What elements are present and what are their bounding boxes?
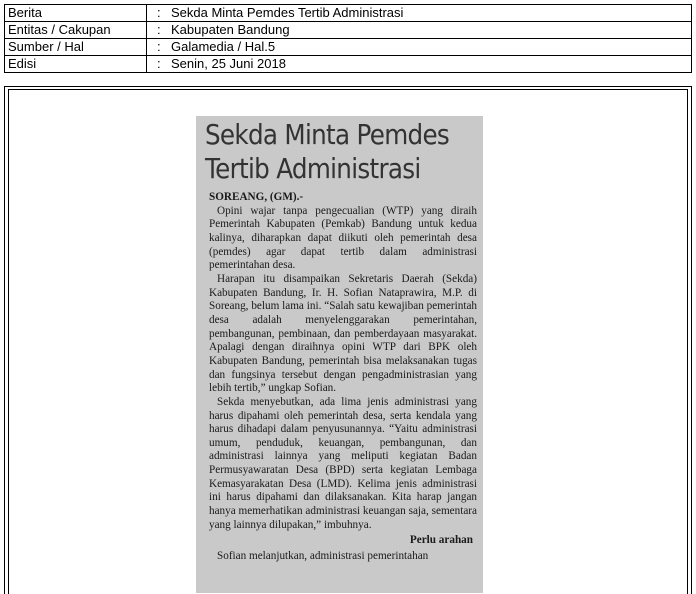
meta-row-sumber bbox=[5, 39, 692, 56]
meta-separator: : bbox=[157, 56, 161, 71]
meta-separator: : bbox=[157, 22, 161, 37]
headline-line-1: Sekda Minta Pemdes bbox=[205, 118, 450, 151]
metadata-table bbox=[4, 4, 692, 73]
clipping-body bbox=[209, 191, 477, 564]
meta-value bbox=[147, 22, 692, 39]
meta-label: Entitas / Cakupan bbox=[5, 22, 147, 39]
clipping-headline bbox=[205, 118, 450, 186]
meta-value bbox=[147, 39, 692, 56]
meta-value-text: Kabupaten Bandung bbox=[171, 22, 290, 37]
clipping-paragraph: Sekda menyebutkan, ada lima jenis administrasi yang harus dipahami oleh pemerintah desa, serta kendala yang harus dihadapi dalam penyusunannya. “Yaitu administrasi umum, penduduk, keuangan, pembangunan, dan administrasi lainnya yang meliputi kegiatan Badan Permusyawaratan Desa (BPD) serta kegiatan Lembaga Kemasyarakatan Desa (LMD). Kelima jenis administrasi ini harus dipahami dan dilaksanakan. Kita harap jangan hanya memerhatikan administrasi keuangan saja, sementara yang lainnya dilupakan,” imbuhnya. bbox=[209, 395, 477, 531]
meta-value-text: Galamedia / Hal.5 bbox=[171, 39, 276, 54]
clipping-dateline: SOREANG, (GM).- bbox=[209, 191, 304, 203]
newspaper-clipping bbox=[196, 116, 483, 593]
meta-separator: : bbox=[157, 5, 161, 20]
meta-value-text: Sekda Minta Pemdes Tertib Administrasi bbox=[171, 5, 404, 20]
meta-value-text: Senin, 25 Juni 2018 bbox=[171, 56, 286, 71]
meta-value bbox=[147, 56, 692, 73]
headline-line-2: Tertib Administrasi bbox=[205, 152, 421, 185]
meta-row-berita bbox=[5, 5, 692, 22]
clipping-paragraph: Sofian melanjutkan, administrasi pemerintahan bbox=[217, 550, 429, 563]
clipping-subhead: Perlu arahan bbox=[409, 534, 473, 547]
meta-row-edisi bbox=[5, 56, 692, 73]
clipping-paragraph: Opini wajar tanpa pengecualian (WTP) yang diraih Pemerintah Kabupaten (Pemkab) Bandung untuk kedua kalinya, diharapkan dapat diikuti oleh pemerintah desa (pemdes) agar dapat tertib dalam administrasi pemerintahan desa. bbox=[209, 204, 477, 272]
meta-label: Edisi bbox=[5, 56, 147, 73]
meta-label: Berita bbox=[5, 5, 147, 22]
meta-value bbox=[147, 5, 692, 22]
meta-label: Sumber / Hal bbox=[5, 39, 147, 56]
meta-separator: : bbox=[157, 39, 161, 54]
meta-row-entitas bbox=[5, 22, 692, 39]
clipping-paragraph: Harapan itu disampaikan Sekretaris Daerah (Sekda) Kabupaten Bandung, Ir. H. Sofian Nataprawira, M.P. di Soreang, belum lama ini. “Salah satu kewajiban pemerintah desa adalah menyelenggarakan pemerintahan, pembangunan, pembinaan, dan pemberdayaan masyarakat. Apalagi dengan diraihnya opini WTP dari BPK oleh Kabupaten Bandung, pemerintah bisa melaksanakan tugas dan fungsinya tersebut dengan pengadministrasian yang lebih tertib,” ungkap Sofian. bbox=[209, 272, 477, 395]
